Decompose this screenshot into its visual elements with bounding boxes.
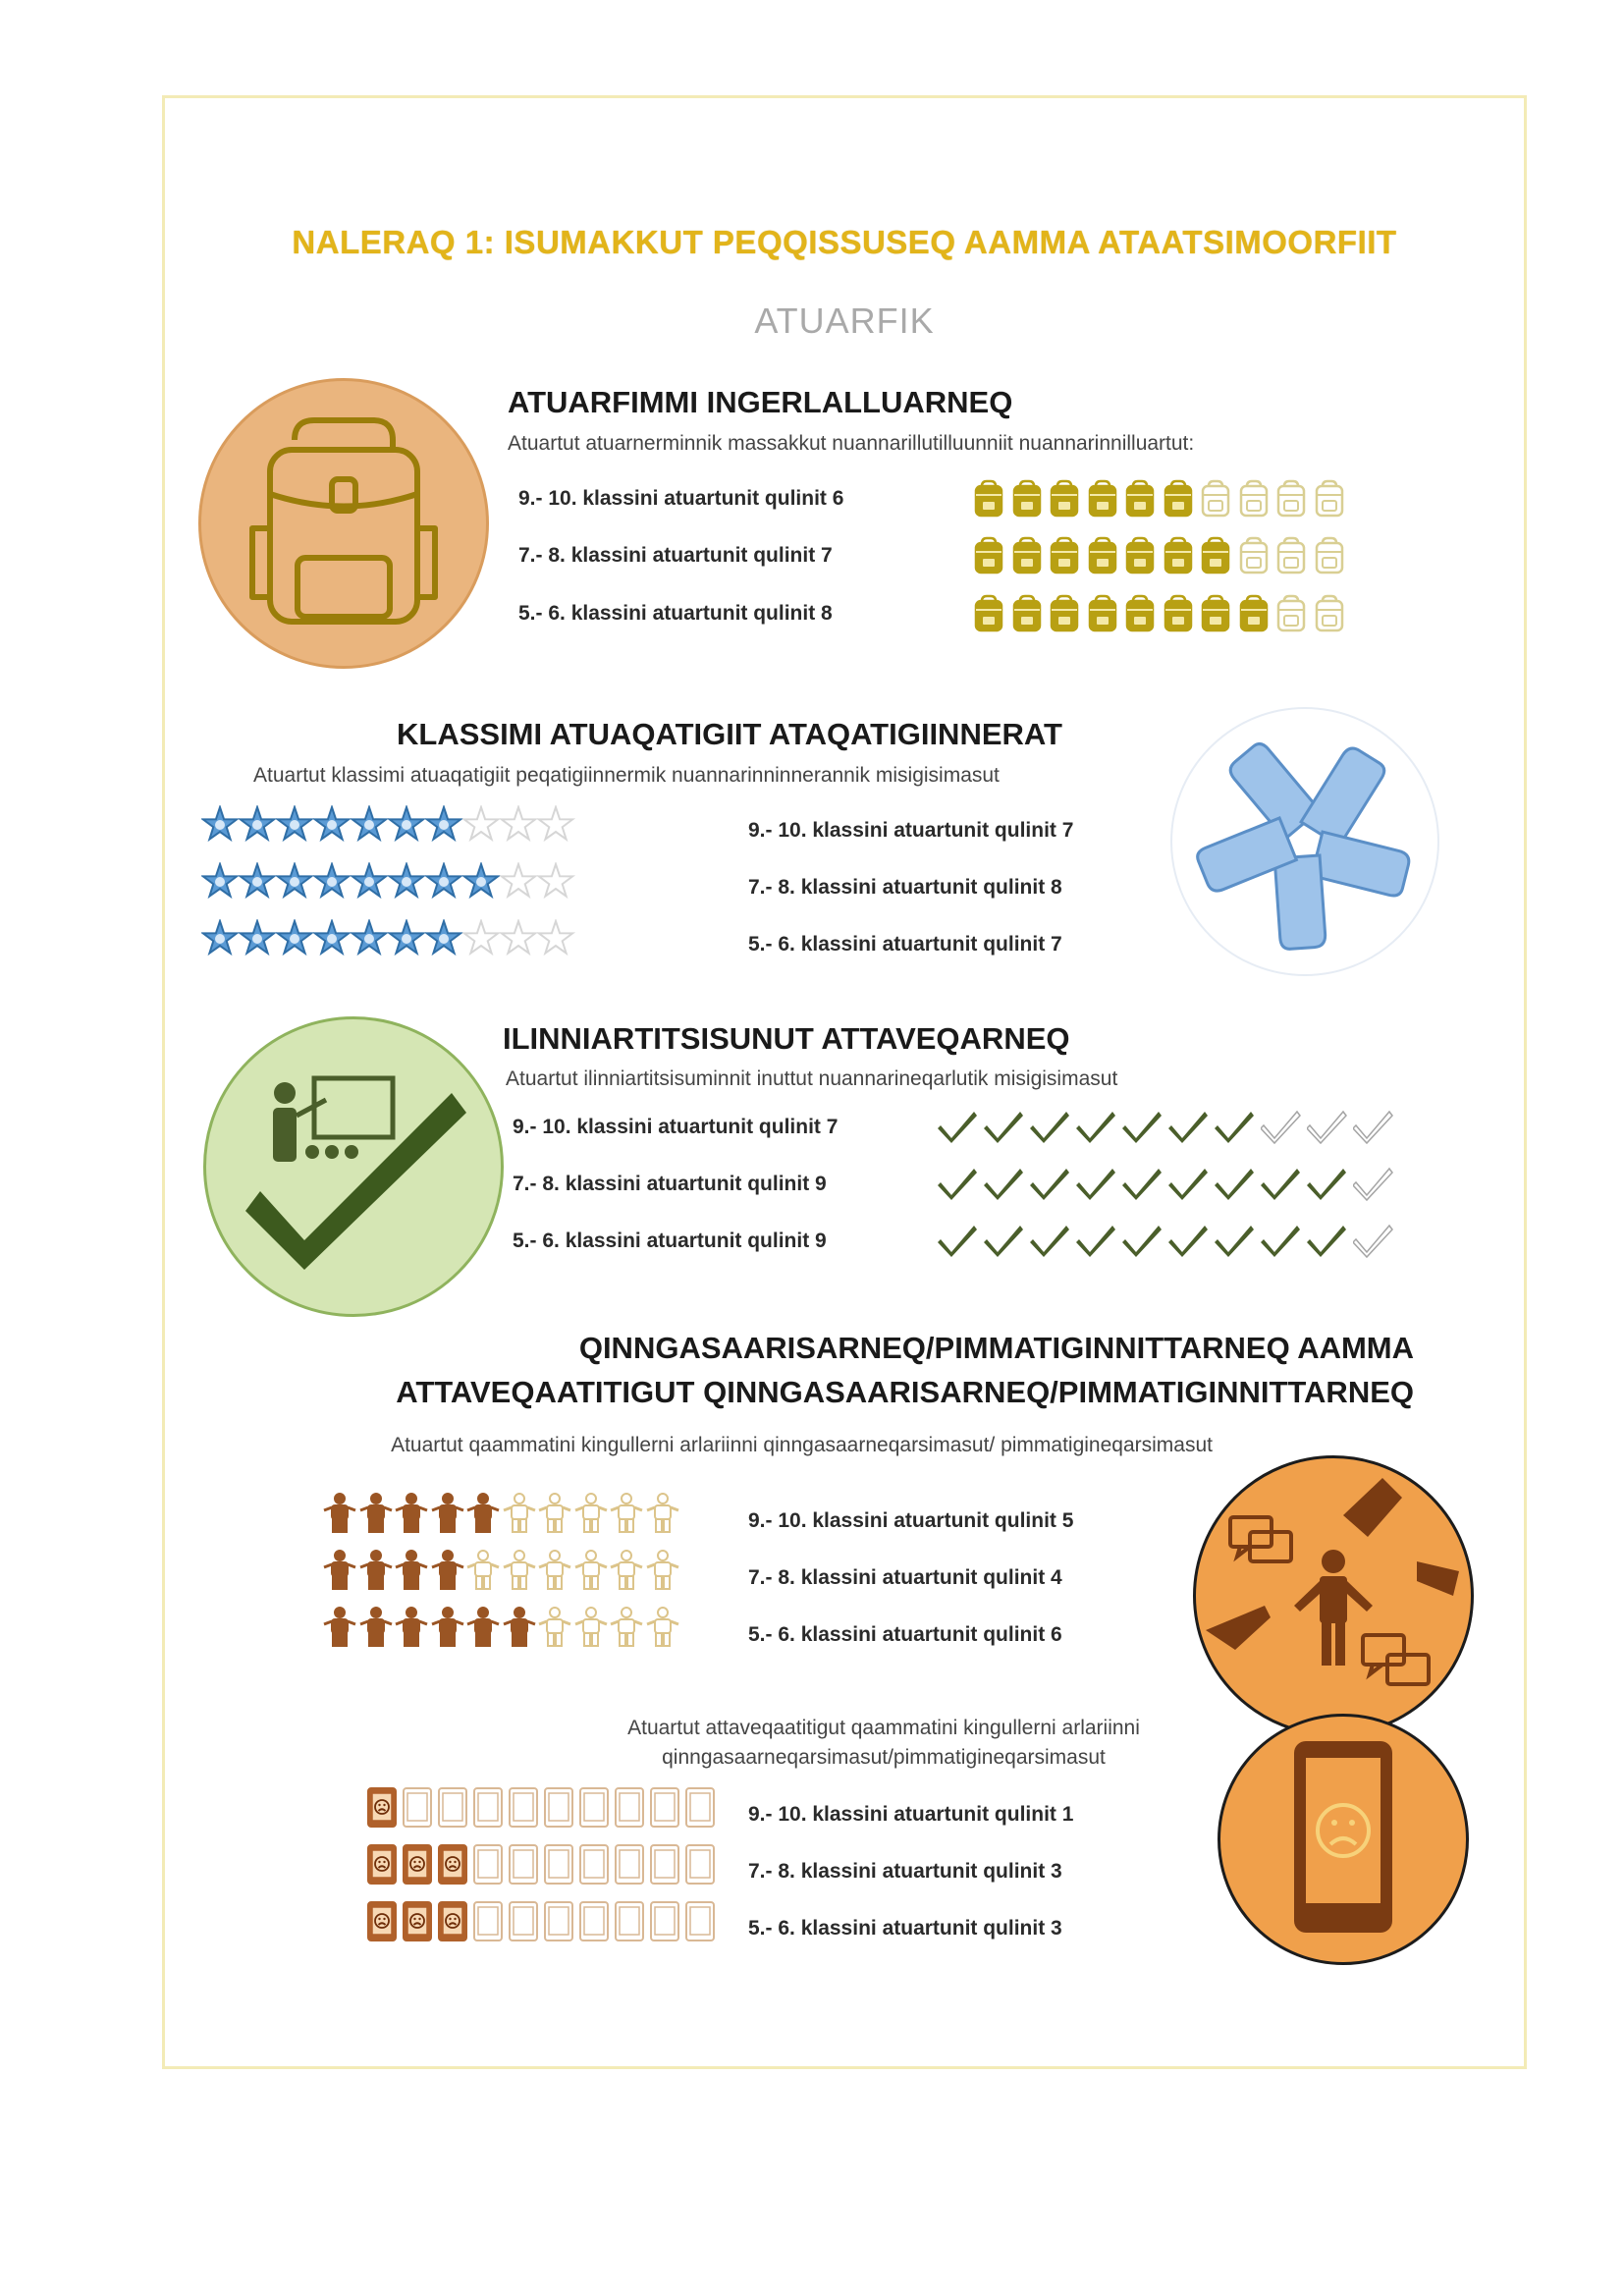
checkmark-filled-icon: [1168, 1163, 1210, 1204]
checkmark-filled-icon: [938, 1220, 979, 1261]
cyberbullying-row-3-label: 5.- 6. klassini atuartunit qulinit 3: [748, 1917, 1062, 1940]
backpack-filled-icon: [1199, 536, 1232, 577]
checkmark-filled-icon: [1215, 1163, 1256, 1204]
teachers-row-3-label: 5.- 6. klassini atuartunit qulinit 9: [513, 1230, 827, 1252]
person-filled-icon: [358, 1493, 394, 1534]
phone-sad-filled-icon: [365, 1787, 399, 1829]
person-empty-icon: [573, 1607, 609, 1648]
person-filled-icon: [322, 1607, 357, 1648]
checkmark-empty-icon: [1307, 1106, 1348, 1147]
section-school-description: Atuartut atuarnerminnik massakkut nuannarillutilluunniit nuannarinnilluartut:: [508, 432, 1195, 455]
star-filled-icon: [239, 805, 278, 847]
checkmark-empty-icon: [1353, 1106, 1394, 1147]
checkmark-filled-icon: [938, 1106, 979, 1147]
bullying-row-3-pictogram: [322, 1607, 680, 1648]
section-bullying-heading-line1: QINNGASAARISARNEQ/PIMMATIGINNITTARNEQ AAMMA: [578, 1331, 1414, 1365]
star-empty-icon: [500, 862, 539, 903]
star-filled-icon: [351, 919, 390, 960]
checkmark-filled-icon: [1122, 1106, 1164, 1147]
person-empty-icon: [645, 1493, 680, 1534]
star-filled-icon: [313, 919, 352, 960]
person-filled-icon: [358, 1550, 394, 1591]
backpack-empty-icon: [1274, 594, 1308, 635]
star-filled-icon: [425, 862, 464, 903]
phone-sad-empty-icon: [471, 1844, 505, 1886]
checkmark-empty-icon: [1353, 1163, 1394, 1204]
person-filled-icon: [502, 1607, 537, 1648]
phone-sad-filled-icon: [365, 1844, 399, 1886]
checkmark-filled-icon: [1030, 1106, 1071, 1147]
person-filled-icon: [394, 1607, 429, 1648]
person-filled-icon: [322, 1493, 357, 1534]
person-filled-icon: [465, 1493, 501, 1534]
backpack-filled-icon: [1010, 594, 1044, 635]
backpack-empty-icon: [1313, 536, 1346, 577]
person-filled-icon: [394, 1550, 429, 1591]
person-empty-icon: [537, 1607, 572, 1648]
star-empty-icon: [537, 919, 576, 960]
person-empty-icon: [537, 1550, 572, 1591]
classmates-row-3-label: 5.- 6. klassini atuartunit qulinit 7: [748, 933, 1062, 956]
star-empty-icon: [537, 862, 576, 903]
teachers-row-2-label: 7.- 8. klassini atuartunit qulinit 9: [513, 1173, 827, 1195]
checkmark-filled-icon: [1215, 1220, 1256, 1261]
checkmark-filled-icon: [1307, 1220, 1348, 1261]
classmates-row-1-label: 9.- 10. klassini atuartunit qulinit 7: [748, 819, 1074, 842]
person-filled-icon: [430, 1493, 465, 1534]
backpack-empty-icon: [1274, 479, 1308, 520]
backpack-filled-icon: [972, 536, 1005, 577]
backpack-filled-icon: [1048, 594, 1081, 635]
bullying-row-1-label: 9.- 10. klassini atuartunit qulinit 5: [748, 1509, 1074, 1532]
backpack-empty-icon: [1274, 536, 1308, 577]
teachers-row-2-pictogram: [938, 1163, 1399, 1204]
person-filled-icon: [465, 1607, 501, 1648]
phone-sad-empty-icon: [683, 1901, 717, 1942]
phone-sad-empty-icon: [577, 1787, 611, 1829]
cyberbullying-row-2-label: 7.- 8. klassini atuartunit qulinit 3: [748, 1860, 1062, 1883]
backpack-filled-icon: [972, 594, 1005, 635]
backpack-filled-icon: [1237, 594, 1271, 635]
phone-sad-empty-icon: [542, 1787, 575, 1829]
cyberbullying-row-1-pictogram: [365, 1787, 719, 1829]
cyberbullying-row-3-pictogram: [365, 1901, 719, 1942]
section-teachers-heading: ILINNIARTITSISUNUT ATTAVEQARNEQ: [503, 1021, 1070, 1056]
backpack-filled-icon: [1048, 479, 1081, 520]
classmates-row-2-label: 7.- 8. klassini atuartunit qulinit 8: [748, 876, 1062, 899]
section-cyberbullying-description-line2: qinngasaarneqarsimasut/pimmatigineqarsimasut: [662, 1746, 1106, 1769]
checkmark-filled-icon: [1307, 1163, 1348, 1204]
section-bullying-description: Atuartut qaammatini kingullerni arlariinni qinngasaarneqarsimasut/ pimmatigineqarsimasut: [391, 1434, 1213, 1456]
cyberbullying-row-2-pictogram: [365, 1844, 719, 1886]
star-filled-icon: [425, 919, 464, 960]
person-empty-icon: [609, 1607, 644, 1648]
backpack-filled-icon: [1162, 536, 1195, 577]
phone-sad-filled-icon: [365, 1901, 399, 1942]
classmates-row-3-pictogram: [201, 919, 574, 960]
section-bullying-heading-line2: ATTAVEQAATITIGUT QINNGASAARISARNEQ/PIMMATIGINNITTARNEQ: [396, 1375, 1414, 1409]
star-filled-icon: [425, 805, 464, 847]
person-empty-icon: [609, 1550, 644, 1591]
checkmark-filled-icon: [984, 1163, 1025, 1204]
star-filled-icon: [351, 862, 390, 903]
backpack-filled-icon: [1199, 594, 1232, 635]
section-classmates-heading: KLASSIMI ATUAQATIGIIT ATAQATIGIINNERAT: [397, 717, 1062, 751]
person-filled-icon: [394, 1493, 429, 1534]
phone-sad-empty-icon: [648, 1844, 681, 1886]
star-empty-icon: [462, 805, 502, 847]
phone-sad-filled-icon: [436, 1844, 469, 1886]
sub-title: ATUARFIK: [754, 301, 935, 341]
phone-sad-filled-icon: [436, 1901, 469, 1942]
star-filled-icon: [239, 919, 278, 960]
phone-sad-empty-icon: [471, 1787, 505, 1829]
backpack-empty-icon: [1237, 536, 1271, 577]
bullying-row-2-pictogram: [322, 1550, 680, 1591]
checkmark-filled-icon: [984, 1106, 1025, 1147]
checkmark-filled-icon: [1168, 1106, 1210, 1147]
teacher-circle: [203, 1016, 504, 1317]
star-filled-icon: [388, 805, 427, 847]
teachers-row-1-label: 9.- 10. klassini atuartunit qulinit 7: [513, 1116, 839, 1138]
checkmark-filled-icon: [1030, 1163, 1071, 1204]
backpack-filled-icon: [1086, 594, 1119, 635]
phone-sad-empty-icon: [613, 1787, 646, 1829]
star-filled-icon: [462, 862, 502, 903]
phone-sad-empty-icon: [683, 1787, 717, 1829]
section-cyberbullying-description-line1: Atuartut attaveqaatitigut qaammatini kingullerni arlariinni: [627, 1717, 1140, 1739]
star-filled-icon: [313, 805, 352, 847]
checkmark-filled-icon: [1076, 1106, 1117, 1147]
phone-sad-filled-icon: [401, 1844, 434, 1886]
main-title: NALERAQ 1: ISUMAKKUT PEQQISSUSEQ AAMMA ATAATSIMOORFIIT: [292, 224, 1397, 260]
star-filled-icon: [276, 919, 315, 960]
backpack-filled-icon: [1123, 594, 1157, 635]
checkmark-empty-icon: [1261, 1106, 1302, 1147]
star-empty-icon: [537, 805, 576, 847]
phone-sad-empty-icon: [683, 1844, 717, 1886]
checkmark-filled-icon: [1076, 1220, 1117, 1261]
phone-sad-filled-icon: [401, 1901, 434, 1942]
school-row-3-label: 5.- 6. klassini atuartunit qulinit 8: [518, 602, 833, 625]
phone-circle: [1218, 1714, 1469, 1965]
backpack-circle: [198, 378, 489, 669]
backpack-filled-icon: [1123, 479, 1157, 520]
classmates-row-1-pictogram: [201, 805, 574, 847]
star-filled-icon: [388, 862, 427, 903]
checkmark-filled-icon: [984, 1220, 1025, 1261]
star-filled-icon: [201, 862, 241, 903]
checkmark-filled-icon: [1030, 1220, 1071, 1261]
person-filled-icon: [358, 1607, 394, 1648]
star-filled-icon: [276, 805, 315, 847]
person-filled-icon: [322, 1550, 357, 1591]
section-classmates-description: Atuartut klassimi atuaqatigiit peqatigiinnermik nuannarinninnerannik misigisimasut: [253, 764, 1000, 787]
bullying-row-2-label: 7.- 8. klassini atuartunit qulinit 4: [748, 1566, 1062, 1589]
star-empty-icon: [500, 919, 539, 960]
backpack-filled-icon: [972, 479, 1005, 520]
school-row-3-pictogram: [972, 594, 1350, 635]
teacher-checkmark-icon: [206, 1019, 501, 1314]
star-filled-icon: [239, 862, 278, 903]
backpack-filled-icon: [1123, 536, 1157, 577]
star-filled-icon: [388, 919, 427, 960]
hands-circle: [1170, 707, 1439, 976]
star-filled-icon: [201, 805, 241, 847]
person-empty-icon: [502, 1493, 537, 1534]
school-row-1-pictogram: [972, 479, 1350, 520]
backpack-empty-icon: [1313, 479, 1346, 520]
school-row-2-pictogram: [972, 536, 1350, 577]
phone-sad-empty-icon: [436, 1787, 469, 1829]
phone-sad-empty-icon: [613, 1844, 646, 1886]
backpack-empty-icon: [1237, 479, 1271, 520]
checkmark-filled-icon: [1261, 1163, 1302, 1204]
person-empty-icon: [502, 1550, 537, 1591]
star-empty-icon: [462, 919, 502, 960]
person-empty-icon: [609, 1493, 644, 1534]
bullying-row-1-pictogram: [322, 1493, 680, 1534]
checkmark-filled-icon: [938, 1163, 979, 1204]
backpack-filled-icon: [1010, 536, 1044, 577]
checkmark-filled-icon: [1076, 1163, 1117, 1204]
star-filled-icon: [313, 862, 352, 903]
classmates-row-2-pictogram: [201, 862, 574, 903]
hands-together-icon: [1172, 709, 1437, 974]
person-empty-icon: [573, 1550, 609, 1591]
backpack-filled-icon: [1010, 479, 1044, 520]
checkmark-filled-icon: [1168, 1220, 1210, 1261]
cyberbullying-row-1-label: 9.- 10. klassini atuartunit qulinit 1: [748, 1803, 1074, 1826]
backpack-icon: [201, 381, 486, 666]
school-row-1-label: 9.- 10. klassini atuartunit qulinit 6: [518, 487, 844, 510]
phone-sad-empty-icon: [648, 1901, 681, 1942]
backpack-filled-icon: [1086, 536, 1119, 577]
person-pointed-at-icon: [1196, 1458, 1471, 1733]
person-empty-icon: [573, 1493, 609, 1534]
bullying-row-3-label: 5.- 6. klassini atuartunit qulinit 6: [748, 1623, 1062, 1646]
teachers-row-1-pictogram: [938, 1106, 1399, 1147]
phone-sad-empty-icon: [648, 1787, 681, 1829]
checkmark-filled-icon: [1215, 1106, 1256, 1147]
phone-sad-empty-icon: [401, 1787, 434, 1829]
phone-sad-empty-icon: [507, 1787, 540, 1829]
checkmark-filled-icon: [1122, 1220, 1164, 1261]
star-filled-icon: [351, 805, 390, 847]
phone-sad-empty-icon: [507, 1844, 540, 1886]
phone-sad-empty-icon: [577, 1901, 611, 1942]
section-school-heading: ATUARFIMMI INGERLALLUARNEQ: [508, 385, 1013, 419]
backpack-empty-icon: [1199, 479, 1232, 520]
phone-sad-empty-icon: [613, 1901, 646, 1942]
checkmark-filled-icon: [1261, 1220, 1302, 1261]
person-empty-icon: [645, 1550, 680, 1591]
person-empty-icon: [465, 1550, 501, 1591]
star-filled-icon: [201, 919, 241, 960]
backpack-filled-icon: [1048, 536, 1081, 577]
backpack-filled-icon: [1162, 479, 1195, 520]
phone-sad-empty-icon: [471, 1901, 505, 1942]
backpack-filled-icon: [1162, 594, 1195, 635]
person-empty-icon: [645, 1607, 680, 1648]
star-empty-icon: [500, 805, 539, 847]
person-empty-icon: [537, 1493, 572, 1534]
section-teachers-description: Atuartut ilinniartitsisuminnit inuttut nuannarineqarlutik misigisimasut: [506, 1067, 1118, 1090]
phone-sad-empty-icon: [542, 1844, 575, 1886]
school-row-2-label: 7.- 8. klassini atuartunit qulinit 7: [518, 544, 833, 567]
sad-phone-icon: [1220, 1717, 1466, 1962]
phone-sad-empty-icon: [507, 1901, 540, 1942]
person-filled-icon: [430, 1607, 465, 1648]
backpack-filled-icon: [1086, 479, 1119, 520]
person-filled-icon: [430, 1550, 465, 1591]
phone-sad-empty-icon: [577, 1844, 611, 1886]
star-filled-icon: [276, 862, 315, 903]
checkmark-empty-icon: [1353, 1220, 1394, 1261]
backpack-empty-icon: [1313, 594, 1346, 635]
bullying-circle: [1193, 1455, 1474, 1736]
checkmark-filled-icon: [1122, 1163, 1164, 1204]
teachers-row-3-pictogram: [938, 1220, 1399, 1261]
phone-sad-empty-icon: [542, 1901, 575, 1942]
